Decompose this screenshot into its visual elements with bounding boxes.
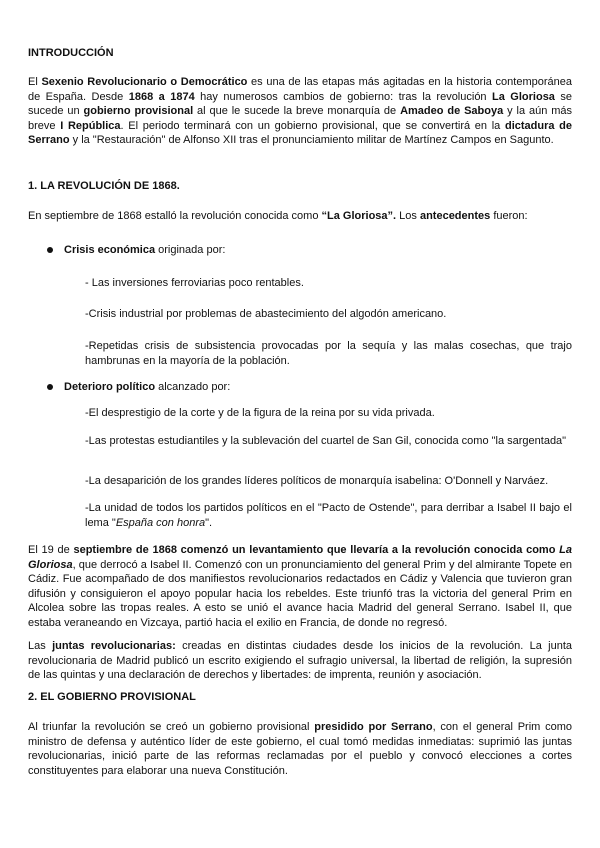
text-run: y la "Restauración" de Alfonso XII tras el pronunciamiento militar de Martínez Campos en Sagunto. xyxy=(69,134,554,147)
bold-text: Crisis económica xyxy=(64,244,156,256)
paragraph xyxy=(28,639,572,683)
bold-text: presidido por Serrano xyxy=(314,721,433,733)
sub-item xyxy=(85,434,572,449)
paragraph xyxy=(28,75,572,148)
bold-text: La Gloriosa xyxy=(28,544,572,571)
text-run: INTRODUCCIÓN xyxy=(28,47,114,59)
text-run: se sucede un xyxy=(28,90,573,118)
text-run: -Repetidas crisis de subsistencia provocadas por la sequía y las malas cosechas, que trajo hambrunas en la mayoría de la población. xyxy=(85,340,572,367)
sub-item xyxy=(85,276,572,291)
text-run: El xyxy=(28,76,42,88)
text-run: En septiembre de 1868 estalló la revolución conocida como xyxy=(28,210,322,222)
bold-text: septiembre de 1868 comenzó un levantamiento que llevaría a la revolución conocida como xyxy=(73,544,560,556)
text-run: hay numerosos cambios de gobierno: tras la revolución xyxy=(194,90,493,103)
text-run: alcanzado por: xyxy=(155,381,231,393)
text-run: , con el general Prim como ministro de defensa y auténtico líder de este gobierno, el cual tomó medidas inmediatas: suprimió las juntas revolucionarias, inició parte de las reformas reclamadas por el pueblo y convocó elecciones a cortes constituyentes para elaborar una nueva Constitución. xyxy=(28,721,572,777)
text-run: 1. LA REVOLUCIÓN DE 1868. xyxy=(28,180,180,192)
text-run: Al triunfar la revolución se creó un gobierno provisional xyxy=(28,721,315,733)
sub-item xyxy=(85,406,572,421)
text-run: -La unidad de todos los partidos políticos en el "Pacto de Ostende", para derribar a Isabel II bajo el lema " xyxy=(85,502,572,529)
text-run: - Las inversiones ferroviarias poco rentables. xyxy=(85,277,304,289)
sub-item xyxy=(85,339,572,368)
text-run: -El desprestigio de la corte y de la figura de la reina por su vida privada. xyxy=(85,407,435,419)
bold-text: Sexenio Revolucionario o Democrático xyxy=(41,76,248,88)
text-run: 2. EL GOBIERNO PROVISIONAL xyxy=(28,691,196,703)
text-run: Las xyxy=(28,640,53,652)
text-run: originada por: xyxy=(155,244,226,256)
text-run: El 19 de xyxy=(28,544,74,556)
paragraph xyxy=(28,209,572,224)
bold-text: juntas revolucionarias: xyxy=(52,640,176,652)
bullet-icon xyxy=(47,247,53,253)
bold-text: “La Gloriosa”. xyxy=(321,210,397,222)
text-run: , que derrocó a Isabel II. Comenzó con un pronunciamiento del general Prim y del almirante Topete en Cádiz. Fue acompañado de dos manifiestos revolucionarios redactados en Cádiz y Valencia que tuvieron gran difusión y consiguieron el apoyo popular hacia los rebeldes. Este triunfó tras la victoria del general Prim en Alcolea sobre las tropas reales. A esto se unió el avance hacia Madrid del general Serrano. Isabel II, que estaba veraneando en Vizcaya, partió hacia el exilio en Francia, de donde no regresó. xyxy=(28,558,572,629)
bold-text: antecedentes xyxy=(419,210,491,222)
text-run: ". xyxy=(205,516,213,529)
paragraph xyxy=(28,543,572,631)
text-run: Los xyxy=(396,210,420,222)
section-heading xyxy=(28,46,572,61)
italic-text: España con honra xyxy=(115,516,206,529)
bold-text: Deterioro político xyxy=(64,381,156,393)
paragraph xyxy=(28,720,572,778)
bullet-item xyxy=(64,380,572,395)
bold-text: La Gloriosa xyxy=(492,90,555,103)
text-run: al que le sucede la breve monarquía de xyxy=(193,105,401,118)
sub-item xyxy=(85,501,572,530)
text-run: -Las protestas estudiantiles y la sublevación del cuartel de San Gil, conocida como "la sargentada" xyxy=(85,435,567,447)
text-run: creadas en distintas ciudades desde los inicios de la revolución. La junta revolucionaria de Madrid publicó un escrito exigiendo el sufragio universal, la libertad de religión, la supresión de las quintas y una declaración de derechos y libertades: de imprenta, reunión y asociación. xyxy=(28,640,572,682)
text-run: -Crisis industrial por problemas de abastecimiento del algodón americano. xyxy=(85,308,447,320)
text-run: es una de las etapas más agitadas en la historia contemporánea de España. Desde xyxy=(28,76,572,103)
bullet-item xyxy=(64,243,572,258)
sub-item xyxy=(85,474,572,489)
section-heading xyxy=(28,690,572,705)
bold-text: I República xyxy=(60,119,121,132)
bold-text: gobierno provisional xyxy=(83,105,194,118)
section-heading xyxy=(28,179,572,194)
bold-text: 1868 a 1874 xyxy=(128,90,195,103)
text-run: . El periodo terminará con un gobierno provisional, que se convertirá en la xyxy=(120,119,505,132)
bold-text: dictadura de Serrano xyxy=(28,119,573,147)
text-run: y la aún más breve xyxy=(28,105,572,132)
text-run: -La desaparición de los grandes líderes políticos de monarquía isabelina: O'Donnell y Narváez. xyxy=(85,475,549,487)
bullet-icon xyxy=(47,384,53,390)
text-run: fueron: xyxy=(490,210,528,222)
sub-item xyxy=(85,307,572,322)
bold-text: Amadeo de Saboya xyxy=(400,105,504,118)
